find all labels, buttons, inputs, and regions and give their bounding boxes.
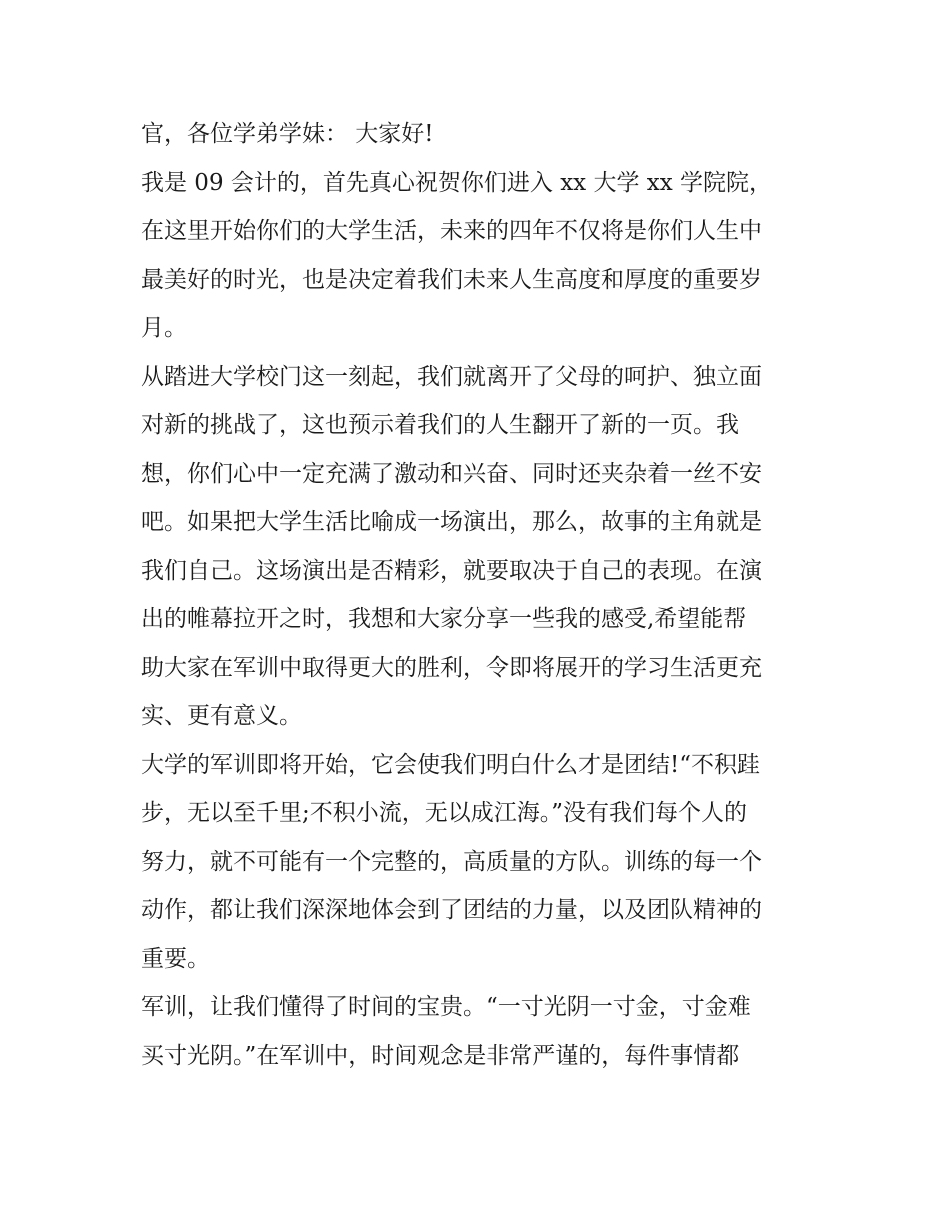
document-body [141, 110, 821, 1080]
text-line: 对新的挑战了，这也预示着我们的人生翻开了新的一页。我 [141, 412, 739, 438]
text-line: 步，无以至千里;不积小流，无以成江海。”没有我们每个人的 [141, 800, 748, 826]
text-line: 出的帷幕拉开之时，我想和大家分享一些我的感受,希望能帮 [141, 606, 747, 632]
text-line: 吧。如果把大学生活比喻成一场演出，那么，故事的主角就是 [141, 509, 762, 535]
text-line: 大学的军训即将开始，它会使我们明白什么才是团结!“不积跬 [141, 751, 761, 778]
text-line: 官，各位学弟学妹： 大家好! [141, 121, 434, 147]
text-line: 买寸光阴。”在军训中，时间观念是非常严谨的，每件事情都 [141, 1042, 740, 1069]
text-line: 我是 09 会计的，首先真心祝贺你们进入 xx 大学 xx 学院院， [141, 169, 773, 196]
text-line: 月。 [141, 315, 187, 341]
text-line: 动作，都让我们深深地体会到了团结的力量，以及团队精神的 [141, 897, 762, 923]
text-line: 助大家在军训中取得更大的胜利，令即将展开的学习生活更充 [141, 654, 762, 681]
text-line: 我们自己。这场演出是否精彩，就要取决于自己的表现。在演 [141, 557, 762, 584]
text-line: 重要。 [141, 945, 210, 972]
text-line: 努力，就不可能有一个完整的，高质量的方队。训练的每一个 [141, 848, 762, 875]
text-line: 军训，让我们懂得了时间的宝贵。“一寸光阴一寸金，寸金难 [141, 994, 751, 1020]
text-line: 实、更有意义。 [141, 703, 302, 729]
text-line: 最美好的时光，也是决定着我们未来人生高度和厚度的重要岁 [141, 266, 762, 293]
text-line: 从踏进大学校门这一刻起，我们就离开了父母的呵护、独立面 [141, 363, 762, 390]
text-line: 想，你们心中一定充满了激动和兴奋、同时还夹杂着一丝不安 [141, 460, 762, 487]
text-line: 在这里开始你们的大学生活，未来的四年不仅将是你们人生中 [141, 218, 762, 244]
